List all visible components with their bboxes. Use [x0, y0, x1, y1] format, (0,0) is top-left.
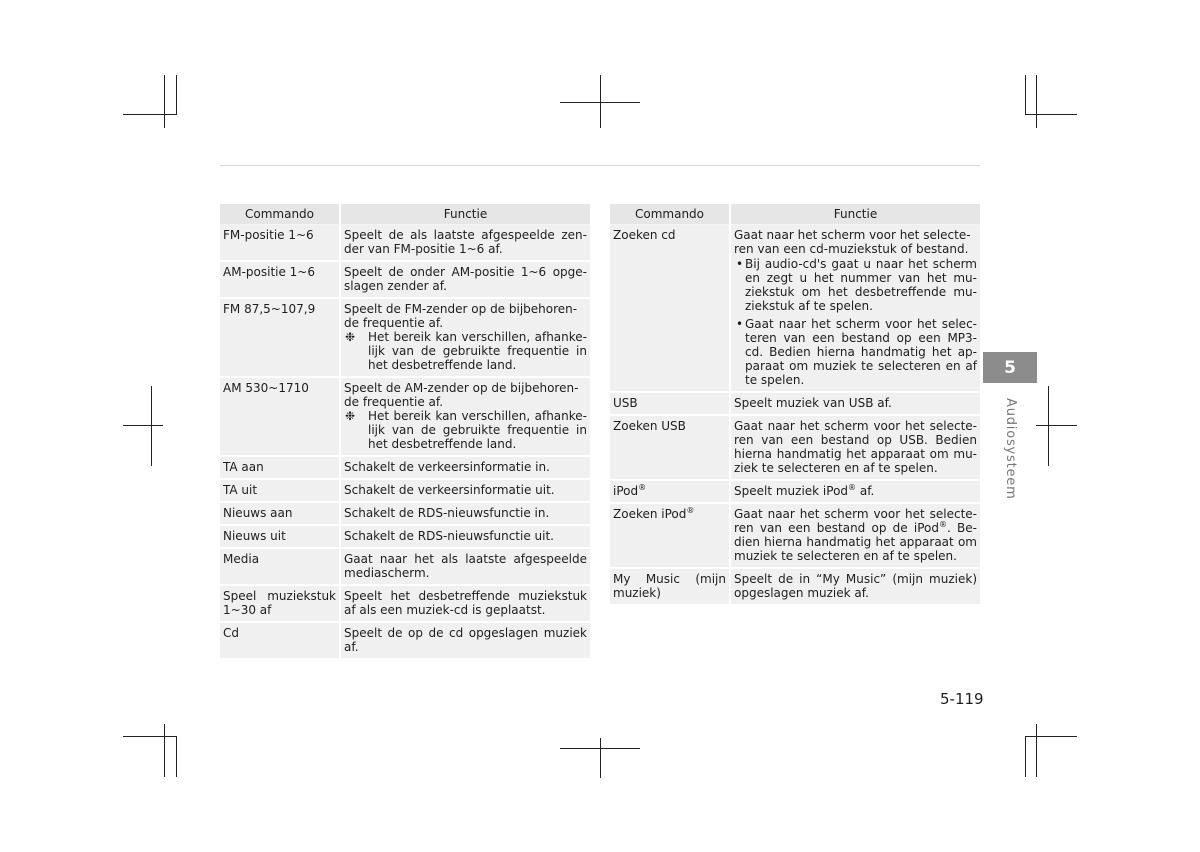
- function-cell: [731, 481, 980, 504]
- table-header-row: [220, 204, 590, 225]
- command-cell: AM-positie 1~6: [220, 262, 341, 299]
- bullet-item: [734, 317, 977, 387]
- table-row: [220, 457, 590, 480]
- registered-mark: ®: [939, 520, 948, 529]
- command-text: iPod: [613, 484, 639, 498]
- table-row: [610, 481, 980, 504]
- function-cell: Speelt muziek van USB af.: [731, 393, 980, 416]
- bullet-item: [734, 257, 977, 313]
- column-header-functie: Functie: [341, 204, 590, 225]
- note: [344, 409, 587, 451]
- left-command-table: [220, 204, 590, 660]
- function-cell: Schakelt de RDS-nieuwsfunctie in.: [341, 503, 590, 526]
- function-cell: [341, 378, 590, 457]
- chapter-number-tab: 5: [983, 352, 1037, 383]
- note-text: Het bereik kan verschillen, afhanke-lijk van de gebruikte frequentie in het desbetreffende land.: [368, 409, 587, 451]
- command-cell: USB: [610, 393, 731, 416]
- note-symbol: ❉: [345, 330, 356, 344]
- function-text: Speelt muziek iPod: [734, 484, 849, 498]
- bullet-text: Gaat naar het scherm voor het selec-teren van een bestand op een MP3-cd. Bedien hierna handmatig het ap-paraat om muziek te selecteren en af te spelen.: [745, 317, 977, 387]
- function-cell: [731, 225, 980, 393]
- command-cell: AM 530~1710: [220, 378, 341, 457]
- registered-mark: ®: [638, 483, 647, 492]
- table-row: [610, 393, 980, 416]
- function-text: Speelt de FM-zender op de bijbehoren-de frequentie af.: [344, 302, 578, 330]
- command-cell: [610, 504, 731, 569]
- bullet-symbol: •: [735, 257, 744, 271]
- table-row: [220, 503, 590, 526]
- table-row: [220, 299, 590, 378]
- table-row: [220, 225, 590, 262]
- function-cell: Speelt de in “My Music” (mijn muziek) opgeslagen muziek af.: [731, 569, 980, 606]
- table-row: [610, 225, 980, 393]
- command-cell: Nieuws aan: [220, 503, 341, 526]
- command-cell: FM 87,5~107,9: [220, 299, 341, 378]
- command-cell: TA aan: [220, 457, 341, 480]
- table-row: [220, 262, 590, 299]
- table-header-row: [610, 204, 980, 225]
- note-symbol: ❉: [345, 409, 356, 423]
- function-cell: Schakelt de RDS-nieuwsfunctie uit.: [341, 526, 590, 549]
- table-row: [220, 526, 590, 549]
- function-cell: Schakelt de verkeersinformatie uit.: [341, 480, 590, 503]
- command-cell: My Music (mijn muziek): [610, 569, 731, 606]
- table-row: [610, 504, 980, 569]
- table-row: [220, 586, 590, 623]
- command-cell: TA uit: [220, 480, 341, 503]
- column-header-functie: Functie: [731, 204, 980, 225]
- table-row: [220, 623, 590, 660]
- function-text: Gaat naar het scherm voor het selecte-ren van een bestand op de iPod: [734, 507, 977, 535]
- chapter-side-label: Audiosysteem: [1003, 398, 1018, 500]
- function-cell: Gaat naar het scherm voor het selecte-ren van een bestand op USB. Bedien hierna handmatig het apparaat om mu-ziek te selecteren en af te spelen.: [731, 416, 980, 481]
- command-cell: [610, 481, 731, 504]
- function-cell: Gaat naar het als laatste afgespeelde mediascherm.: [341, 549, 590, 586]
- command-cell: Cd: [220, 623, 341, 660]
- page-number: 5-119: [940, 690, 984, 708]
- function-cell: Speelt het desbetreffende muziekstuk af als een muziek-cd is geplaatst.: [341, 586, 590, 623]
- registered-mark: ®: [848, 483, 857, 492]
- function-text: Speelt de AM-zender op de bijbehoren-de frequentie af.: [344, 381, 579, 409]
- bullet-symbol: •: [735, 317, 744, 331]
- table-row: [610, 416, 980, 481]
- bullet-text: Bij audio-cd's gaat u naar het scherm en zegt u het nummer van het mu-ziekstuk om het desbetreffende mu-ziekstuk af te spelen.: [745, 257, 977, 313]
- table-row: [220, 480, 590, 503]
- command-cell: Speel muziekstuk 1~30 af: [220, 586, 341, 623]
- column-header-commando: Commando: [610, 204, 731, 225]
- function-text-end: . Be-dien hierna handmatig het apparaat om muziek te selecteren en af te spelen.: [734, 521, 977, 563]
- function-text-end: af.: [856, 484, 875, 498]
- function-cell: Speelt de als laatste afgespeelde zen-der van FM-positie 1~6 af.: [341, 225, 590, 262]
- function-text: Gaat naar het scherm voor het selecte-ren van een cd-muziekstuk of bestand.: [734, 228, 971, 256]
- right-command-table: [610, 204, 980, 606]
- function-cell: [731, 504, 980, 569]
- command-cell: Media: [220, 549, 341, 586]
- function-cell: [341, 299, 590, 378]
- function-cell: Speelt de op de cd opgeslagen muziek af.: [341, 623, 590, 660]
- note: [344, 330, 587, 372]
- command-text: Zoeken iPod: [613, 507, 687, 521]
- table-row: [610, 569, 980, 606]
- function-cell: Speelt de onder AM-positie 1~6 opge-slagen zender af.: [341, 262, 590, 299]
- column-header-commando: Commando: [220, 204, 341, 225]
- table-row: [220, 378, 590, 457]
- note-text: Het bereik kan verschillen, afhanke-lijk van de gebruikte frequentie in het desbetreffende land.: [368, 330, 587, 372]
- command-cell: Zoeken cd: [610, 225, 731, 393]
- table-row: [220, 549, 590, 586]
- command-cell: FM-positie 1~6: [220, 225, 341, 262]
- registered-mark: ®: [686, 506, 695, 515]
- function-cell: Schakelt de verkeersinformatie in.: [341, 457, 590, 480]
- command-cell: Nieuws uit: [220, 526, 341, 549]
- header-rule: [220, 165, 980, 166]
- command-cell: Zoeken USB: [610, 416, 731, 481]
